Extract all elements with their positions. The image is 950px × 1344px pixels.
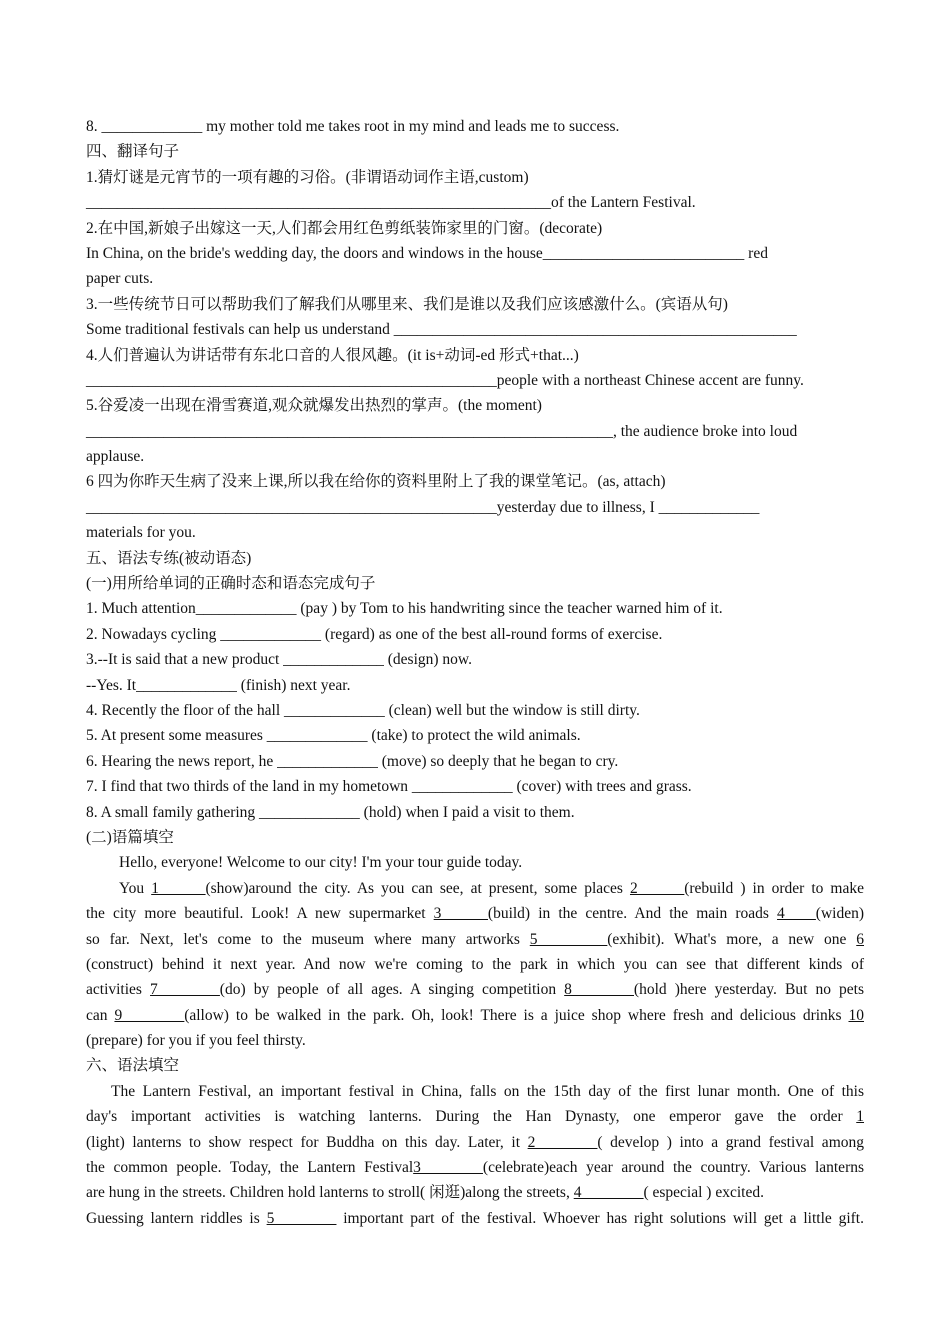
tour-passage-line-1: Hello, everyone! Welcome to our city! I'm your tour guide today.: [119, 854, 523, 872]
blank-3: 3______: [433, 905, 488, 923]
lantern-passage-line-1: The Lantern Festival, an important festival in China, falls on the 15th day of the first lunar month. One of this: [111, 1082, 864, 1100]
blank-9: 9________: [114, 1006, 185, 1024]
grammar-item-7: 7. I find that two thirds of the land in my hometown _____________ (cover) with trees and grass.: [86, 778, 692, 796]
grammar-item-3: 3.--It is said that a new product _____________ (design) now.: [86, 651, 472, 669]
section-4-heading: 四、翻译句子: [86, 143, 180, 161]
translation-4-answer: _____________________________________________________people with a northeast Chinese accent are funny.: [86, 371, 804, 389]
blank-4: 4____: [777, 905, 816, 923]
blank-2: 2______: [629, 879, 685, 897]
translation-6-answer-cont: materials for you.: [86, 524, 196, 542]
translation-6-prompt: 6 四为你昨天生病了没来上课,所以我在给你的资料里附上了我的课堂笔记。(as, attach): [86, 473, 666, 491]
blank-8: 8________: [564, 981, 634, 999]
section-5-part-1-heading: (一)用所给单词的正确时态和语态完成句子: [86, 575, 376, 593]
grammar-item-8: 8. A small family gathering _____________ (hold) when I paid a visit to them.: [86, 803, 575, 821]
lantern-passage-line-4: the common people. Today, the Lantern Festival3________(celebrate)each year around the country. Various lanterns: [86, 1159, 865, 1177]
grammar-item-3-reply: --Yes. It_____________ (finish) next year.: [86, 676, 351, 694]
tour-passage-line-7: can 9________(allow) to be walked in the park. Oh, look! There is a juice shop where fresh and delicious drinks 10: [86, 1006, 864, 1024]
translation-5-answer: ____________________________________________________________________, the audience broke into loud: [86, 422, 798, 440]
translation-1-answer: ____________________________________________________________of the Lantern Festival.: [86, 194, 696, 212]
translation-2-answer: In China, on the bride's wedding day, the doors and windows in the house__________________________ red: [86, 244, 768, 262]
tour-passage-line-6: activities 7________(do) by people of all ages. A singing competition 8________(hold )here yesterday. But no pets: [86, 981, 865, 999]
translation-5-answer-cont: applause.: [86, 448, 145, 466]
section-5-heading: 五、语法专练(被动语态): [86, 549, 252, 567]
lantern-blank-2: 2________: [527, 1133, 598, 1151]
translation-3-prompt: 3.一些传统节日可以帮助我们了解我们从哪里来、我们是谁以及我们应该感激什么。(宾语从句): [86, 295, 728, 313]
section-5-part-2-heading: (二)语篇填空: [86, 828, 174, 846]
translation-4-prompt: 4.人们普遍认为讲话带有东北口音的人很风趣。(it is+动词-ed 形式+that...): [86, 346, 579, 364]
translation-1-prompt: 1.猜灯谜是元宵节的一项有趣的习俗。(非谓语动词作主语,custom): [86, 168, 529, 186]
top-question-8: 8. _____________ my mother told me takes root in my mind and leads me to success.: [86, 118, 620, 135]
translation-2-answer-cont: paper cuts.: [86, 270, 154, 288]
worksheet-content: [86, 114, 864, 1231]
grammar-item-6: 6. Hearing the news report, he _____________ (move) so deeply that he began to cry.: [86, 752, 619, 770]
tour-passage-line-5: (construct) behind it next year. And now we're coming to the park in which you can see that different kinds of: [86, 955, 864, 973]
lantern-blank-4: 4________: [573, 1184, 644, 1202]
grammar-item-2: 2. Nowadays cycling _____________ (regard) as one of the best all-round forms of exercise.: [86, 625, 663, 643]
tour-passage-line-8: (prepare) for you if you feel thirsty.: [86, 1032, 306, 1050]
lantern-passage-line-3: (light) lanterns to show respect for Buddha on this day. Later, it 2________( develop ) into a grand festival among: [86, 1133, 864, 1151]
translation-5-prompt: 5.谷爱凌一出现在滑雪赛道,观众就爆发出热烈的掌声。(the moment): [86, 397, 542, 415]
grammar-item-4: 4. Recently the floor of the hall _____________ (clean) well but the window is still dirty.: [86, 701, 640, 719]
lantern-passage-line-2: day's important activities is watching lanterns. During the Han Dynasty, one emperor gave the order 1: [86, 1108, 864, 1126]
lantern-blank-1: 1: [856, 1108, 864, 1126]
translation-3-answer: Some traditional festivals can help us understand ____________________________________________________: [86, 321, 797, 339]
lantern-blank-5: 5________: [266, 1209, 337, 1227]
blank-7: 7________: [150, 981, 220, 999]
blank-6: 6: [856, 930, 864, 948]
blank-5: 5_________: [529, 930, 608, 948]
translation-2-prompt: 2.在中国,新娘子出嫁这一天,人们都会用红色剪纸装饰家里的门窗。(decorate): [86, 219, 603, 237]
translation-6-answer: _____________________________________________________yesterday due to illness, I _____________: [86, 498, 760, 516]
lantern-passage-line-6: Guessing lantern riddles is 5________ important part of the festival. Whoever has right solutions will get a little gift.: [86, 1209, 864, 1227]
lantern-passage-line-5: are hung in the streets. Children hold lanterns to stroll( 闲逛)along the streets, 4________( especial ) excited.: [86, 1184, 764, 1202]
tour-passage-line-4: so far. Next, let's come to the museum where many artworks 5_________(exhibit). What's more, a new one 6: [86, 930, 864, 948]
grammar-item-5: 5. At present some measures _____________ (take) to protect the wild animals.: [86, 727, 581, 745]
lantern-blank-3: 3________: [413, 1159, 483, 1177]
section-6-heading: 六、语法填空: [86, 1057, 180, 1075]
tour-passage-line-2: You 1______(show)around the city. As you can see, at present, some places 2______(rebuild ) in order to make: [119, 879, 864, 897]
blank-1: 1______: [151, 879, 206, 897]
blank-10: 10: [848, 1006, 864, 1024]
grammar-item-1: 1. Much attention_____________ (pay ) by Tom to his handwriting since the teacher warned him of it.: [86, 600, 723, 618]
tour-passage-line-3: the city more beautiful. Look! A new supermarket 3______(build) in the centre. And the main roads 4____(widen): [86, 905, 864, 923]
